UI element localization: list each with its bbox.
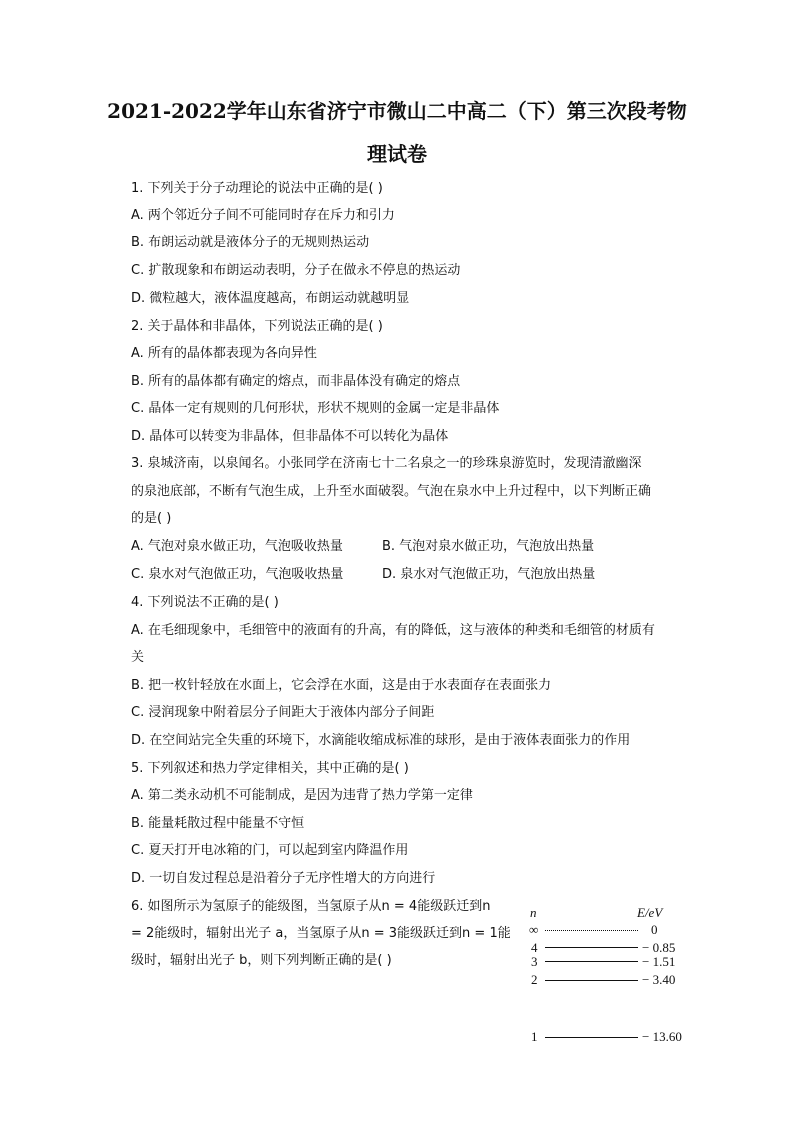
question-2-option-a: A. 所有的晶体都表现为各向异性 xyxy=(131,346,317,361)
question-2-stem: 2. 关于晶体和非晶体，下列说法正确的是( ) xyxy=(131,319,383,334)
level-3-line xyxy=(545,961,638,962)
level-4-line xyxy=(545,947,638,948)
diagram-header-n: n xyxy=(530,905,537,920)
exam-title-line-1: 2021-2022学年山东省济宁市微山二中高二（下）第三次段考物 xyxy=(107,99,687,123)
question-3-option-c: C. 泉水对气泡做正功，气泡吸收热量 xyxy=(131,567,344,582)
question-4-stem: 4. 下列说法不正确的是( ) xyxy=(131,595,279,610)
level-infinity-energy: 0 xyxy=(651,922,658,937)
question-5-option-d: D. 一切自发过程总是沿着分子无序性增大的方向进行 xyxy=(131,871,436,886)
level-2-n: 2 xyxy=(531,972,538,987)
level-3-energy: − 1.51 xyxy=(642,954,676,969)
question-2-option-c: C. 晶体一定有规则的几何形状，形状不规则的金属一定是非晶体 xyxy=(131,401,500,416)
level-infinity-line xyxy=(545,930,638,932)
question-5-option-a: A. 第二类永动机不可能制成，是因为违背了热力学第一定律 xyxy=(131,788,473,803)
question-1-option-b: B. 布朗运动就是液体分子的无规则热运动 xyxy=(131,235,370,250)
question-2-option-b: B. 所有的晶体都有确定的熔点，而非晶体没有确定的熔点 xyxy=(131,374,461,389)
level-infinity-n: ∞ xyxy=(529,922,539,937)
question-5-option-b: B. 能量耗散过程中能量不守恒 xyxy=(131,816,305,831)
question-3-option-b: B. 气泡对泉水做正功，气泡放出热量 xyxy=(382,539,595,554)
question-6-stem-line-2: = 2能级时，辐射出光子 a，当氢原子从n = 3能级跃迁到n = 1能 xyxy=(131,926,511,941)
question-4-option-d: D. 在空间站完全失重的环境下，水滴能收缩成标准的球形，是由于液体表面张力的作用 xyxy=(131,733,631,748)
question-4-option-a-cont: 关 xyxy=(131,650,145,665)
question-3-stem-line-1: 3. 泉城济南，以泉闻名。小张同学在济南七十二名泉之一的珍珠泉游览时，发现清澈幽深 xyxy=(131,456,642,471)
question-1-option-a: A. 两个邻近分子间不可能同时存在斥力和引力 xyxy=(131,208,395,223)
level-2-energy: − 3.40 xyxy=(642,972,676,987)
question-6-stem-line-3: 级时，辐射出光子 b，则下列判断正确的是( ) xyxy=(131,953,392,968)
question-5-stem: 5. 下列叙述和热力学定律相关，其中正确的是( ) xyxy=(131,761,409,776)
level-3-n: 3 xyxy=(531,954,538,969)
level-1-n: 1 xyxy=(531,1029,538,1044)
question-1-option-c: C. 扩散现象和布朗运动表明，分子在做永不停息的热运动 xyxy=(131,263,461,278)
question-1-stem: 1. 下列关于分子动理论的说法中正确的是( ) xyxy=(131,181,383,196)
question-5-option-c: C. 夏天打开电冰箱的门，可以起到室内降温作用 xyxy=(131,843,409,858)
level-1-line xyxy=(545,1037,638,1038)
question-4-option-c: C. 浸润现象中附着层分子间距大于液体内部分子间距 xyxy=(131,705,435,720)
question-3-option-a: A. 气泡对泉水做正功，气泡吸收热量 xyxy=(131,539,343,554)
question-3-option-d: D. 泉水对气泡做正功，气泡放出热量 xyxy=(382,567,596,582)
question-4-option-a: A. 在毛细现象中，毛细管中的液面有的升高，有的降低，这与液体的种类和毛细管的材质有 xyxy=(131,623,655,638)
level-2-line xyxy=(545,980,638,981)
question-3-stem-line-3: 的是( ) xyxy=(131,511,172,526)
question-4-option-b: B. 把一枚针轻放在水面上，它会浮在水面，这是由于水表面存在表面张力 xyxy=(131,678,552,693)
question-3-stem-line-2: 的泉池底部，不断有气泡生成，上升至水面破裂。气泡在泉水中上升过程中，以下判断正确 xyxy=(131,484,652,499)
question-6-stem-line-1: 6. 如图所示为氢原子的能级图，当氢原子从n = 4能级跃迁到n xyxy=(131,899,491,914)
level-4-energy: − 0.85 xyxy=(642,940,676,955)
question-1-option-d: D. 微粒越大，液体温度越高，布朗运动就越明显 xyxy=(131,291,410,306)
question-2-option-d: D. 晶体可以转变为非晶体，但非晶体不可以转化为晶体 xyxy=(131,429,449,444)
level-4-n: 4 xyxy=(531,940,538,955)
diagram-header-e: E/eV xyxy=(637,905,663,920)
exam-title-line-2: 理试卷 xyxy=(367,142,427,166)
level-1-energy: − 13.60 xyxy=(642,1029,682,1044)
